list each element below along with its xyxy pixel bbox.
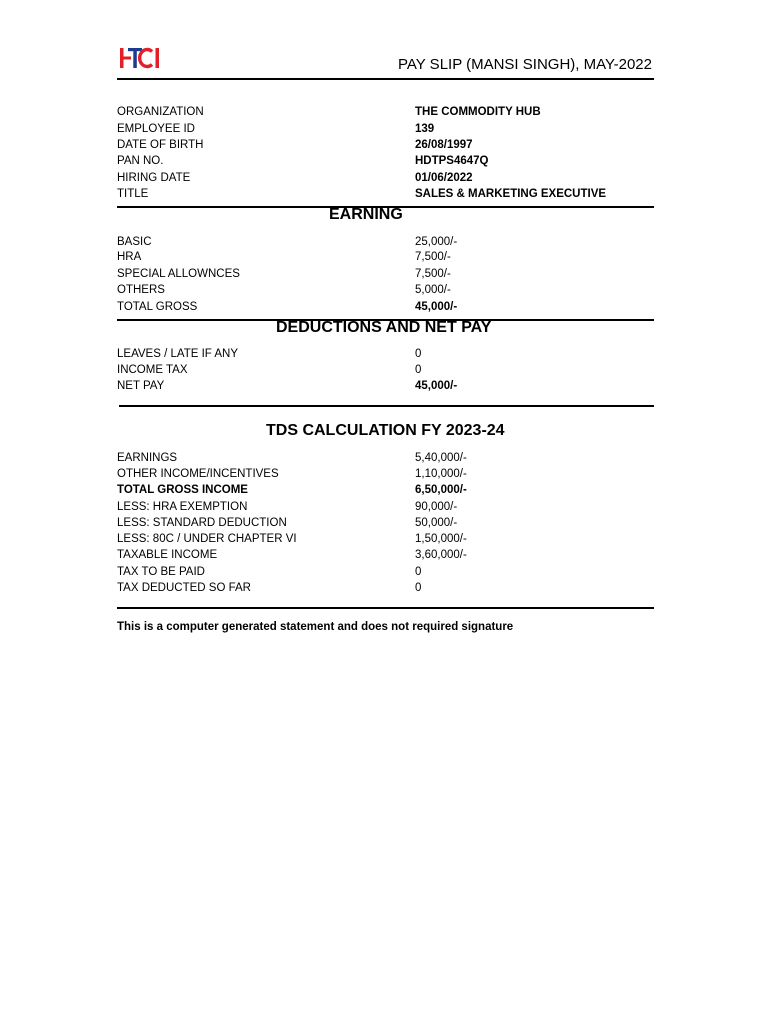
detail-label: EMPLOYEE ID (117, 123, 195, 135)
detail-value: THE COMMODITY HUB (415, 106, 541, 118)
company-logo (119, 46, 161, 70)
earning-row (117, 234, 657, 250)
earning-total-value: 45,000/- (415, 301, 458, 313)
earning-total-row (117, 299, 657, 315)
detail-label: PAN NO. (117, 155, 164, 167)
detail-row-date-of-birth (117, 137, 657, 153)
earning-value: 7,500/- (415, 251, 451, 263)
tds-value: 1,50,000/- (415, 533, 467, 545)
detail-value: 26/08/1997 (415, 139, 473, 151)
tds-value: 0 (415, 582, 422, 594)
earning-value: 5,000/- (415, 284, 451, 296)
payslip-title: PAY SLIP (MANSI SINGH), MAY-2022 (398, 56, 652, 73)
tds-label: EARNINGS (117, 452, 178, 464)
earning-label: BASIC (117, 236, 152, 248)
deduction-row (117, 362, 657, 378)
tds-divider (119, 405, 654, 407)
tds-value: 1,10,000/- (415, 468, 467, 480)
tds-label: LESS: HRA EXEMPTION (117, 501, 248, 513)
detail-value: 139 (415, 123, 435, 135)
deductions-heading: DEDUCTIONS AND NET PAY (276, 319, 492, 336)
earning-value: 25,000/- (415, 236, 458, 248)
deduction-value: 0 (415, 348, 422, 360)
earning-label: TOTAL GROSS (117, 301, 198, 313)
tds-total-label: TOTAL GROSS INCOME (117, 484, 248, 496)
tds-value: 90,000/- (415, 501, 458, 513)
tds-label: TAX TO BE PAID (117, 566, 205, 578)
earning-label: SPECIAL ALLOWNCES (117, 268, 240, 280)
net-pay-value: 45,000/- (415, 380, 458, 392)
footer-note: This is a computer generated statement and does not required signature (117, 621, 514, 633)
detail-value: 01/06/2022 (415, 172, 473, 184)
tds-value: 5,40,000/- (415, 452, 467, 464)
detail-label: TITLE (117, 188, 149, 200)
earning-label: HRA (117, 251, 142, 263)
tds-total-value: 6,50,000/- (415, 484, 467, 496)
tds-value: 0 (415, 566, 422, 578)
net-pay-label: NET PAY (117, 380, 165, 392)
header-divider (117, 78, 654, 80)
deduction-label: LEAVES / LATE IF ANY (117, 348, 239, 360)
detail-value: SALES & MARKETING EXECUTIVE (415, 188, 607, 200)
tds-label: LESS: STANDARD DEDUCTION (117, 517, 287, 529)
tds-value: 3,60,000/- (415, 549, 467, 561)
tds-label: OTHER INCOME/INCENTIVES (117, 468, 279, 480)
deduction-value: 0 (415, 364, 422, 376)
detail-label: HIRING DATE (117, 172, 191, 184)
detail-label: DATE OF BIRTH (117, 139, 204, 151)
earning-value: 7,500/- (415, 268, 451, 280)
detail-row-pan-no (117, 153, 657, 169)
earning-label: OTHERS (117, 284, 165, 296)
tds-row (117, 547, 657, 563)
tds-row (117, 531, 657, 547)
tds-row (117, 450, 657, 466)
tds-row (117, 466, 657, 482)
earning-row (117, 282, 657, 298)
detail-label: ORGANIZATION (117, 106, 204, 118)
footer-divider (117, 607, 654, 609)
detail-value: HDTPS4647Q (415, 155, 489, 167)
deduction-label: INCOME TAX (117, 364, 188, 376)
earning-row (117, 266, 657, 282)
tds-row (117, 564, 657, 580)
tds-row (117, 515, 657, 531)
tds-label: TAXABLE INCOME (117, 549, 218, 561)
detail-row-organization (117, 104, 657, 120)
tds-row (117, 580, 657, 596)
detail-row-hiring-date (117, 170, 657, 186)
tds-value: 50,000/- (415, 517, 458, 529)
tds-label: TAX DEDUCTED SO FAR (117, 582, 251, 594)
earning-heading: EARNING (329, 206, 403, 223)
detail-row-employee-id (117, 121, 657, 137)
deduction-row (117, 346, 657, 362)
net-pay-row (117, 378, 657, 394)
earning-row (117, 249, 657, 265)
tds-total-row (117, 482, 657, 498)
tds-heading: TDS CALCULATION FY 2023-24 (266, 422, 505, 439)
detail-row-title (117, 186, 657, 202)
tds-label: LESS: 80C / UNDER CHAPTER VI (117, 533, 297, 545)
tds-row (117, 499, 657, 515)
